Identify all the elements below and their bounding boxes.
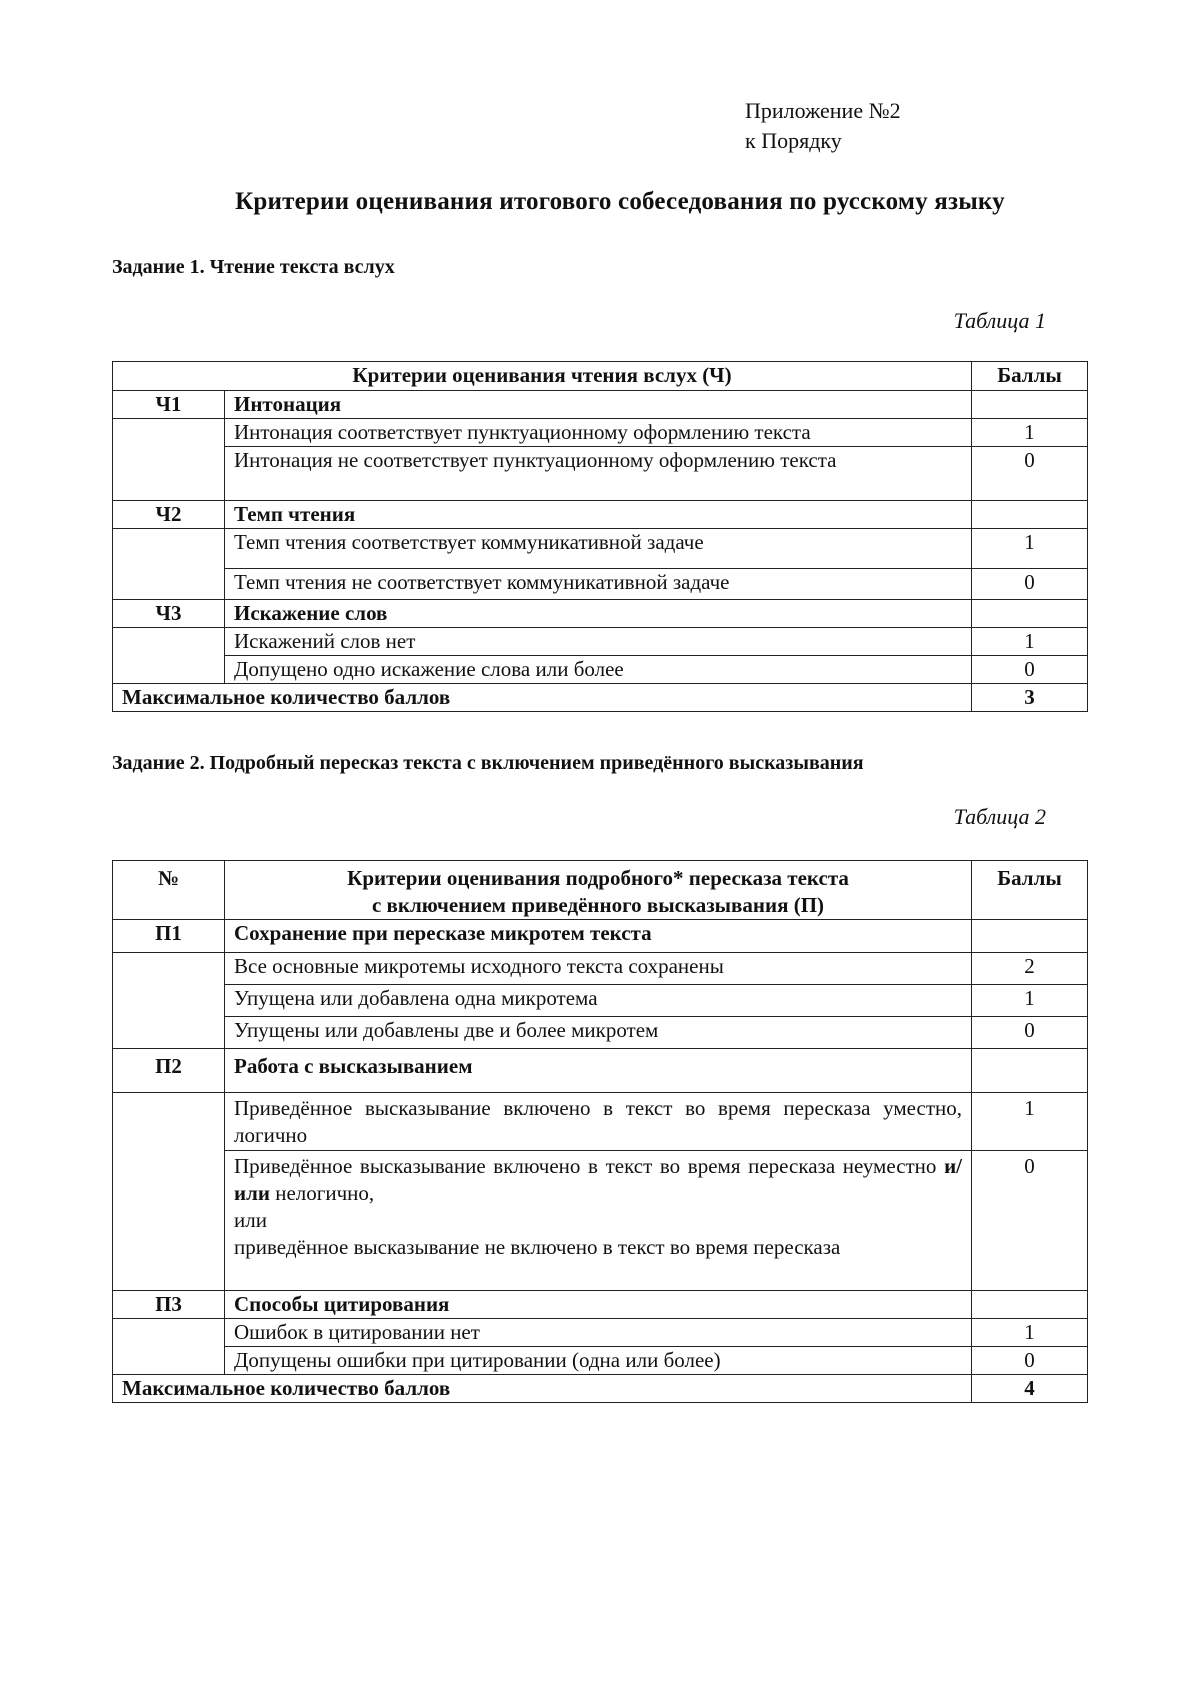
criterion-text: Приведённое высказывание включено в текст во время пересказа уместно, логично <box>225 1093 972 1151</box>
criterion-text: Упущены или добавлены две и более микротем <box>225 1017 972 1049</box>
criterion-text: Темп чтения не соответствует коммуникативной задаче <box>225 569 972 600</box>
criterion-name: Интонация <box>225 391 972 419</box>
criteria-header <box>225 861 972 920</box>
table2-caption: Таблица 2 <box>953 804 1046 829</box>
table-row <box>113 628 1088 656</box>
criterion-code: Ч1 <box>113 391 225 419</box>
criterion-name: Темп чтения <box>225 501 972 529</box>
table-header-row <box>113 861 1088 920</box>
criterion-text-part3: приведённое высказывание не включено в текст во время пересказа <box>234 1235 841 1259</box>
criterion-score: 2 <box>972 953 1088 985</box>
reading-criteria-table <box>112 361 1088 712</box>
code-cell-empty <box>113 1093 225 1291</box>
criterion-code: П3 <box>113 1291 225 1319</box>
criterion-score: 1 <box>972 419 1088 447</box>
criterion-text-bold: и/или <box>234 1154 962 1205</box>
table-row <box>113 569 1088 600</box>
criterion-text: Все основные микротемы исходного текста сохранены <box>225 953 972 985</box>
criterion-text: Допущены ошибки при цитировании (одна или более) <box>225 1347 972 1375</box>
max-score-value: 4 <box>972 1375 1088 1403</box>
code-cell-empty <box>113 1319 225 1375</box>
criterion-text: Интонация соответствует пунктуационному оформлению текста <box>225 419 972 447</box>
section-row <box>113 1049 1088 1093</box>
section-row <box>113 391 1088 419</box>
criterion-name: Сохранение при пересказе микротем текста <box>225 920 972 953</box>
table-row <box>113 985 1088 1017</box>
table-header-row <box>113 362 1088 391</box>
criterion-text: Допущено одно искажение слова или более <box>225 656 972 684</box>
code-cell-empty <box>113 419 225 501</box>
criterion-score: 0 <box>972 1017 1088 1049</box>
section-row <box>113 501 1088 529</box>
criterion-text-part2: нелогично, <box>269 1181 375 1205</box>
criterion-text: Искажений слов нет <box>225 628 972 656</box>
section-row <box>113 600 1088 628</box>
section-row <box>113 1291 1088 1319</box>
criterion-score: 0 <box>972 656 1088 684</box>
score-cell-empty <box>972 501 1088 529</box>
criterion-score: 0 <box>972 1151 1088 1291</box>
score-cell-empty <box>972 391 1088 419</box>
criterion-score: 1 <box>972 628 1088 656</box>
task1-heading: Задание 1. Чтение текста вслух <box>112 256 395 278</box>
task2-heading: Задание 2. Подробный пересказ текста с включением приведённого высказывания <box>112 752 864 774</box>
criteria-header: Критерии оценивания чтения вслух (Ч) <box>113 362 972 391</box>
criterion-score: 0 <box>972 1347 1088 1375</box>
criterion-score: 1 <box>972 1093 1088 1151</box>
table-row <box>113 953 1088 985</box>
table-row <box>113 1093 1088 1151</box>
criterion-text-or: или <box>234 1208 267 1232</box>
table-row <box>113 1319 1088 1347</box>
criterion-text: Темп чтения соответствует коммуникативной задаче <box>225 529 972 569</box>
table-row <box>113 656 1088 684</box>
code-cell-empty <box>113 529 225 600</box>
appendix-note <box>745 96 901 156</box>
code-cell-empty <box>113 953 225 1049</box>
score-cell-empty <box>972 920 1088 953</box>
criterion-text: Ошибок в цитировании нет <box>225 1319 972 1347</box>
criterion-score: 1 <box>972 985 1088 1017</box>
max-score-label: Максимальное количество баллов <box>113 684 972 712</box>
max-score-row <box>113 1375 1088 1403</box>
score-cell-empty <box>972 1049 1088 1093</box>
table-row <box>113 1151 1088 1291</box>
score-header: Баллы <box>972 861 1088 920</box>
max-score-row <box>113 684 1088 712</box>
criterion-name: Способы цитирования <box>225 1291 972 1319</box>
criterion-text-part1: Приведённое высказывание включено в текст во время пересказа неуместно <box>234 1154 945 1178</box>
criterion-score: 1 <box>972 529 1088 569</box>
score-header: Баллы <box>972 362 1088 391</box>
criterion-code: Ч3 <box>113 600 225 628</box>
number-header: № <box>113 861 225 920</box>
appendix-line-1: Приложение №2 <box>745 98 901 123</box>
table1-caption: Таблица 1 <box>953 308 1046 333</box>
criterion-name: Работа с высказыванием <box>225 1049 972 1093</box>
section-row <box>113 920 1088 953</box>
criterion-text: Упущена или добавлена одна микротема <box>225 985 972 1017</box>
criterion-score: 0 <box>972 569 1088 600</box>
table-row <box>113 419 1088 447</box>
table-row <box>113 447 1088 501</box>
table-row <box>113 529 1088 569</box>
score-cell-empty <box>972 600 1088 628</box>
criterion-code: Ч2 <box>113 501 225 529</box>
criterion-code: П2 <box>113 1049 225 1093</box>
criteria-header-line-1: Критерии оценивания подробного* пересказа текста <box>347 866 849 890</box>
criterion-text: Интонация не соответствует пунктуационному оформлению текста <box>225 447 972 501</box>
criteria-header-line-2: с включением приведённого высказывания (П) <box>371 893 825 917</box>
criterion-text-multiline <box>225 1151 972 1291</box>
score-cell-empty <box>972 1291 1088 1319</box>
criterion-score: 1 <box>972 1319 1088 1347</box>
max-score-value: 3 <box>972 684 1088 712</box>
criterion-name: Искажение слов <box>225 600 972 628</box>
table-row <box>113 1017 1088 1049</box>
table-row <box>113 1347 1088 1375</box>
appendix-line-2: к Порядку <box>745 128 842 153</box>
max-score-label: Максимальное количество баллов <box>113 1375 972 1403</box>
document-title: Критерии оценивания итогового собеседования по русскому языку <box>235 188 1005 215</box>
code-cell-empty <box>113 628 225 684</box>
criterion-score: 0 <box>972 447 1088 501</box>
retelling-criteria-table <box>112 860 1088 1403</box>
criterion-code: П1 <box>113 920 225 953</box>
